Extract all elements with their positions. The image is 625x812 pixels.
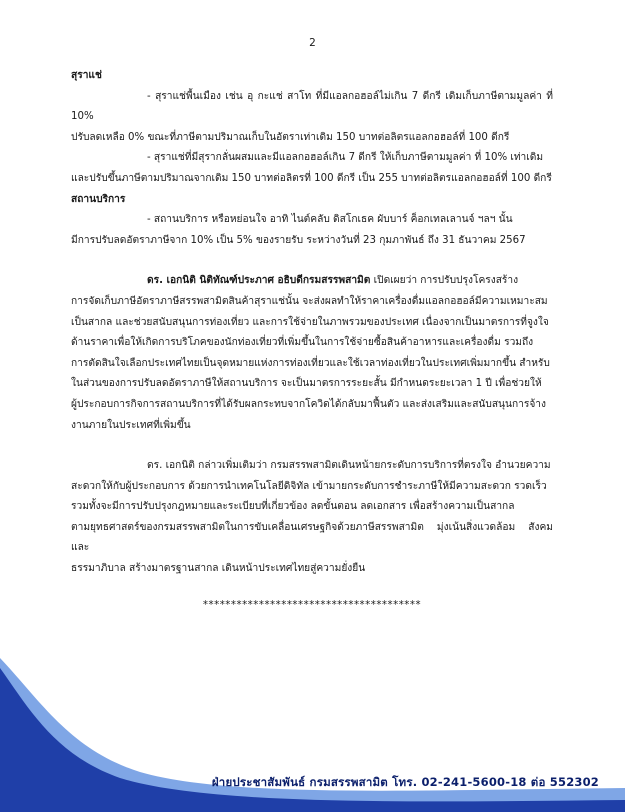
paragraph2-line1: ดร. เอกนิติ กล่าวเพิ่มเติมว่า กรมสรรพสามิตเดินหน้ายกระดับการบริการที่ตรงใจ อำนวยความ bbox=[147, 460, 551, 472]
paragraph1-line1-rest: เปิดเผยว่า การปรับปรุงโครงสร้าง bbox=[370, 275, 519, 287]
speaker-name: ดร. เอกนิติ นิติทัณฑ์ประภาศ อธิบดีกรมสรรพสามิต bbox=[147, 275, 371, 287]
end-marker: *************************************** bbox=[202, 599, 422, 611]
paragraph1-line5: การตัดสินใจเลือกประเทศไทยเป็นจุดหมายแห่งการท่องเที่ยวและใช้เวลาท่องเที่ยวในประเทศเพิ่มมากขึ้น สำหรับ bbox=[71, 357, 550, 369]
section-heading-service: สถานบริการ bbox=[71, 193, 126, 205]
paragraph1-line6: ในส่วนของการปรับลดอัตราภาษีให้สถานบริการ จะเป็นมาตรการระยะสั้น มีกำหนดระยะเวลา 1 ปี เพื่อช่วยให้ bbox=[71, 378, 542, 390]
paragraph2-line4: ตามยุทธศาสตร์ของกรมสรรพสามิตในการขับเคลื่อนเศรษฐกิจด้วยภาษีสรรพสามิต มุ่งเน้นสิ่งแวดล้อม สังคม และ bbox=[71, 521, 553, 554]
document-body bbox=[71, 66, 553, 616]
service-line2: มีการปรับลดอัตราภาษีจาก 10% เป็น 5% ของรายรับ ระหว่างวันที่ 23 กุมภาพันธ์ ถึง 31 ธันวาคม 2567 bbox=[71, 234, 526, 246]
liquor-item2-line2: และปรับขึ้นภาษีตามปริมาณจากเดิม 150 บาทต่อลิตรที่ 100 ดีกรี เป็น 255 บาทต่อลิตรแอลกอฮอล์ที่ 100 ดีกรี bbox=[71, 172, 552, 184]
paragraph2-line3: รวมทั้งจะมีการปรับปรุงกฎหมายและระเบียบที่เกี่ยวข้อง ลดขั้นตอน ลดเอกสาร เพื่อสร้างความเป็นสากล bbox=[71, 501, 515, 513]
paragraph1-line1 bbox=[71, 271, 553, 292]
page-number: 2 bbox=[309, 37, 316, 49]
paragraph1-line8: งานภายในประเทศที่เพิ่มขึ้น bbox=[71, 419, 191, 431]
service-line1: - สถานบริการ หรือหย่อนใจ อาทิ ไนต์คลับ ดิสโกเธค ผับบาร์ ค็อกเทลเลานจ์ ฯลฯ นั้น bbox=[147, 214, 513, 226]
section-heading-liquor: สุราแช่ bbox=[71, 70, 102, 81]
paragraph2-line5: ธรรมาภิบาล สร้างมาตรฐานสากล เดินหน้าประเทศไทยสู่ความยั่งยืน bbox=[71, 563, 366, 575]
liquor-item1-line1: - สุราแช่พื้นเมือง เช่น อุ กะแช่ สาโท ที่มีแอลกอฮอล์ไม่เกิน 7 ดีกรี เดิมเก็บภาษีตามมูลค่า ที่ 10% bbox=[71, 90, 553, 123]
liquor-item1-line2: ปรับลดเหลือ 0% ขณะที่ภาษีตามปริมาณเก็บในอัตราเท่าเดิม 150 บาทต่อลิตรแอลกอฮอล์ที่ 100 ดีกรี bbox=[71, 131, 510, 143]
paragraph1-line4: ด้านราคาเพื่อให้เกิดการบริโภคของนักท่องเที่ยวที่เพิ่มขึ้นในการใช้จ่ายซื้อสินค้าอาหารและเครื่องดื่ม รวมถึง bbox=[71, 337, 534, 349]
paragraph2-line2: สะดวกให้กับผู้ประกอบการ ด้วยการนำเทคโนโลยีดิจิทัล เข้ามายกระดับการชำระภาษีให้มีความสะดวก รวดเร็ว bbox=[71, 480, 547, 492]
paragraph1-line3: เป็นสากล และช่วยสนับสนุนการท่องเที่ยว และการใช้จ่ายในภาพรวมของประเทศ เนื่องจากเป็นมาตรการที่จูงใจ bbox=[71, 316, 549, 328]
paragraph1-line7: ผู้ประกอบการกิจการสถานบริการที่ได้รับผลกระทบจากโควิดได้กลับมาฟื้นตัว และส่งเสริมและสนับสนุนการจ้าง bbox=[71, 398, 547, 410]
liquor-item2-line1: - สุราแช่ที่มีสุรากลั่นผสมและมีแอลกอฮอล์เกิน 7 ดีกรี ให้เก็บภาษีตามมูลค่า ที่ 10% เท่าเดิม bbox=[147, 152, 544, 164]
paragraph1-line2: การจัดเก็บภาษีอัตราภาษีสรรพสามิตสินค้าสุราแช่นั้น จะส่งผลทำให้ราคาเครื่องดื่มแอลกอฮอล์มีความเหมาะสม bbox=[71, 295, 548, 307]
footer-contact: ฝ่ายประชาสัมพันธ์ กรมสรรพสามิต โทร. 02-241-5600-18 ต่อ 552302 bbox=[211, 775, 599, 789]
